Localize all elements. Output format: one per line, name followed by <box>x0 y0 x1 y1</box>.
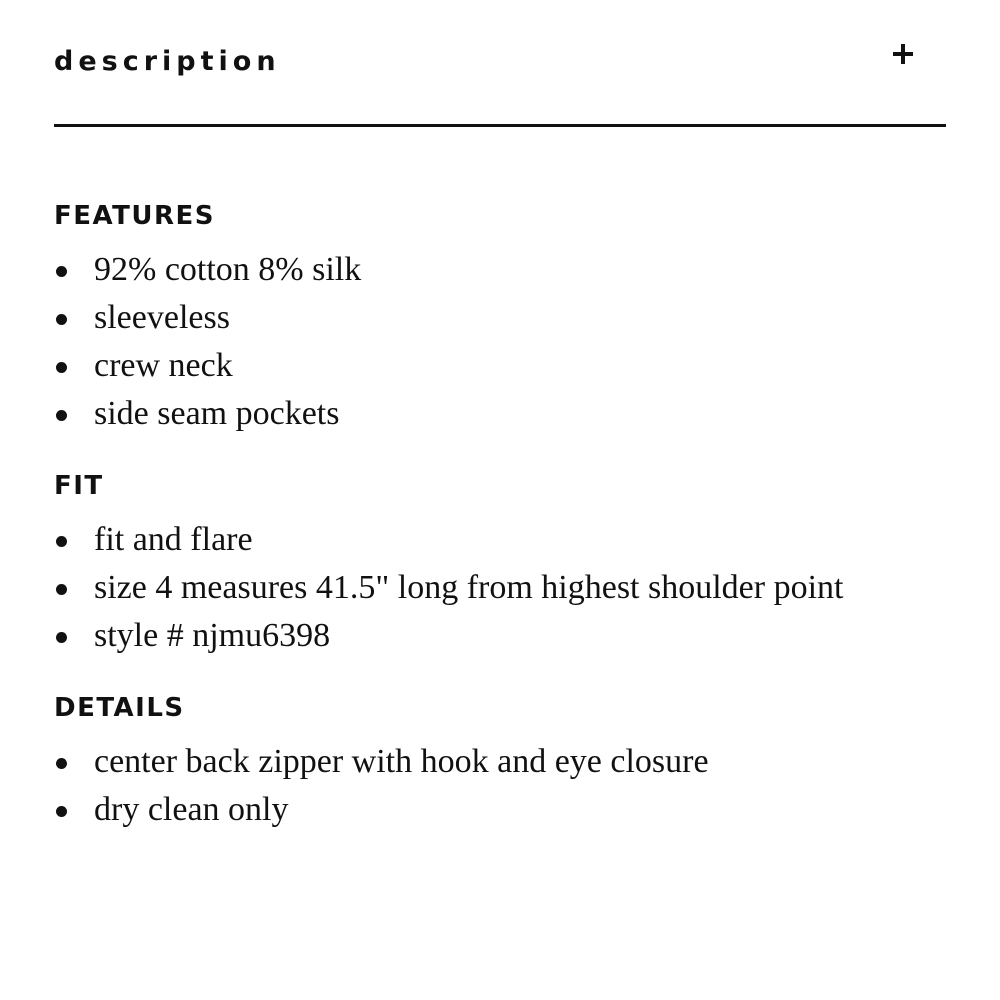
list-item <box>54 390 946 438</box>
list-item-text: fit and flare <box>94 521 253 558</box>
bullet-icon <box>56 632 67 643</box>
list-item-text: side seam pockets <box>94 395 340 432</box>
list-item <box>54 516 946 564</box>
bullet-list <box>54 246 946 438</box>
section-fit <box>54 466 946 660</box>
section-heading: FIT <box>54 471 104 501</box>
list-item <box>54 294 946 342</box>
expand-toggle-button[interactable] <box>890 38 916 70</box>
section-heading: DETAILS <box>54 693 185 723</box>
section-heading: FEATURES <box>54 201 215 231</box>
description-accordion-header[interactable] <box>54 38 946 98</box>
divider <box>54 124 946 127</box>
bullet-icon <box>56 266 67 277</box>
list-item <box>54 246 946 294</box>
list-item <box>54 786 946 834</box>
section-features <box>54 196 946 438</box>
list-item <box>54 564 946 612</box>
bullet-icon <box>56 314 67 325</box>
accordion-title: description <box>54 46 281 77</box>
bullet-icon <box>56 584 67 595</box>
list-item <box>54 612 946 660</box>
bullet-icon <box>56 362 67 373</box>
list-item-text: style # njmu6398 <box>94 617 331 654</box>
section-details <box>54 688 946 834</box>
list-item-text: crew neck <box>94 347 233 384</box>
list-item-text: dry clean only <box>94 791 289 828</box>
bullet-icon <box>56 806 67 817</box>
list-item-text: center back zipper with hook and eye closure <box>94 743 709 780</box>
bullet-icon <box>56 536 67 547</box>
bullet-list <box>54 516 946 660</box>
plus-icon <box>893 44 913 64</box>
list-item-text: sleeveless <box>94 299 230 336</box>
list-item <box>54 738 946 786</box>
bullet-icon <box>56 410 67 421</box>
bullet-list <box>54 738 946 834</box>
description-content <box>54 196 946 862</box>
list-item-text: 92% cotton 8% silk <box>94 251 362 288</box>
list-item <box>54 342 946 390</box>
list-item-text: size 4 measures 41.5" long from highest shoulder point <box>94 569 844 606</box>
bullet-icon <box>56 758 67 769</box>
